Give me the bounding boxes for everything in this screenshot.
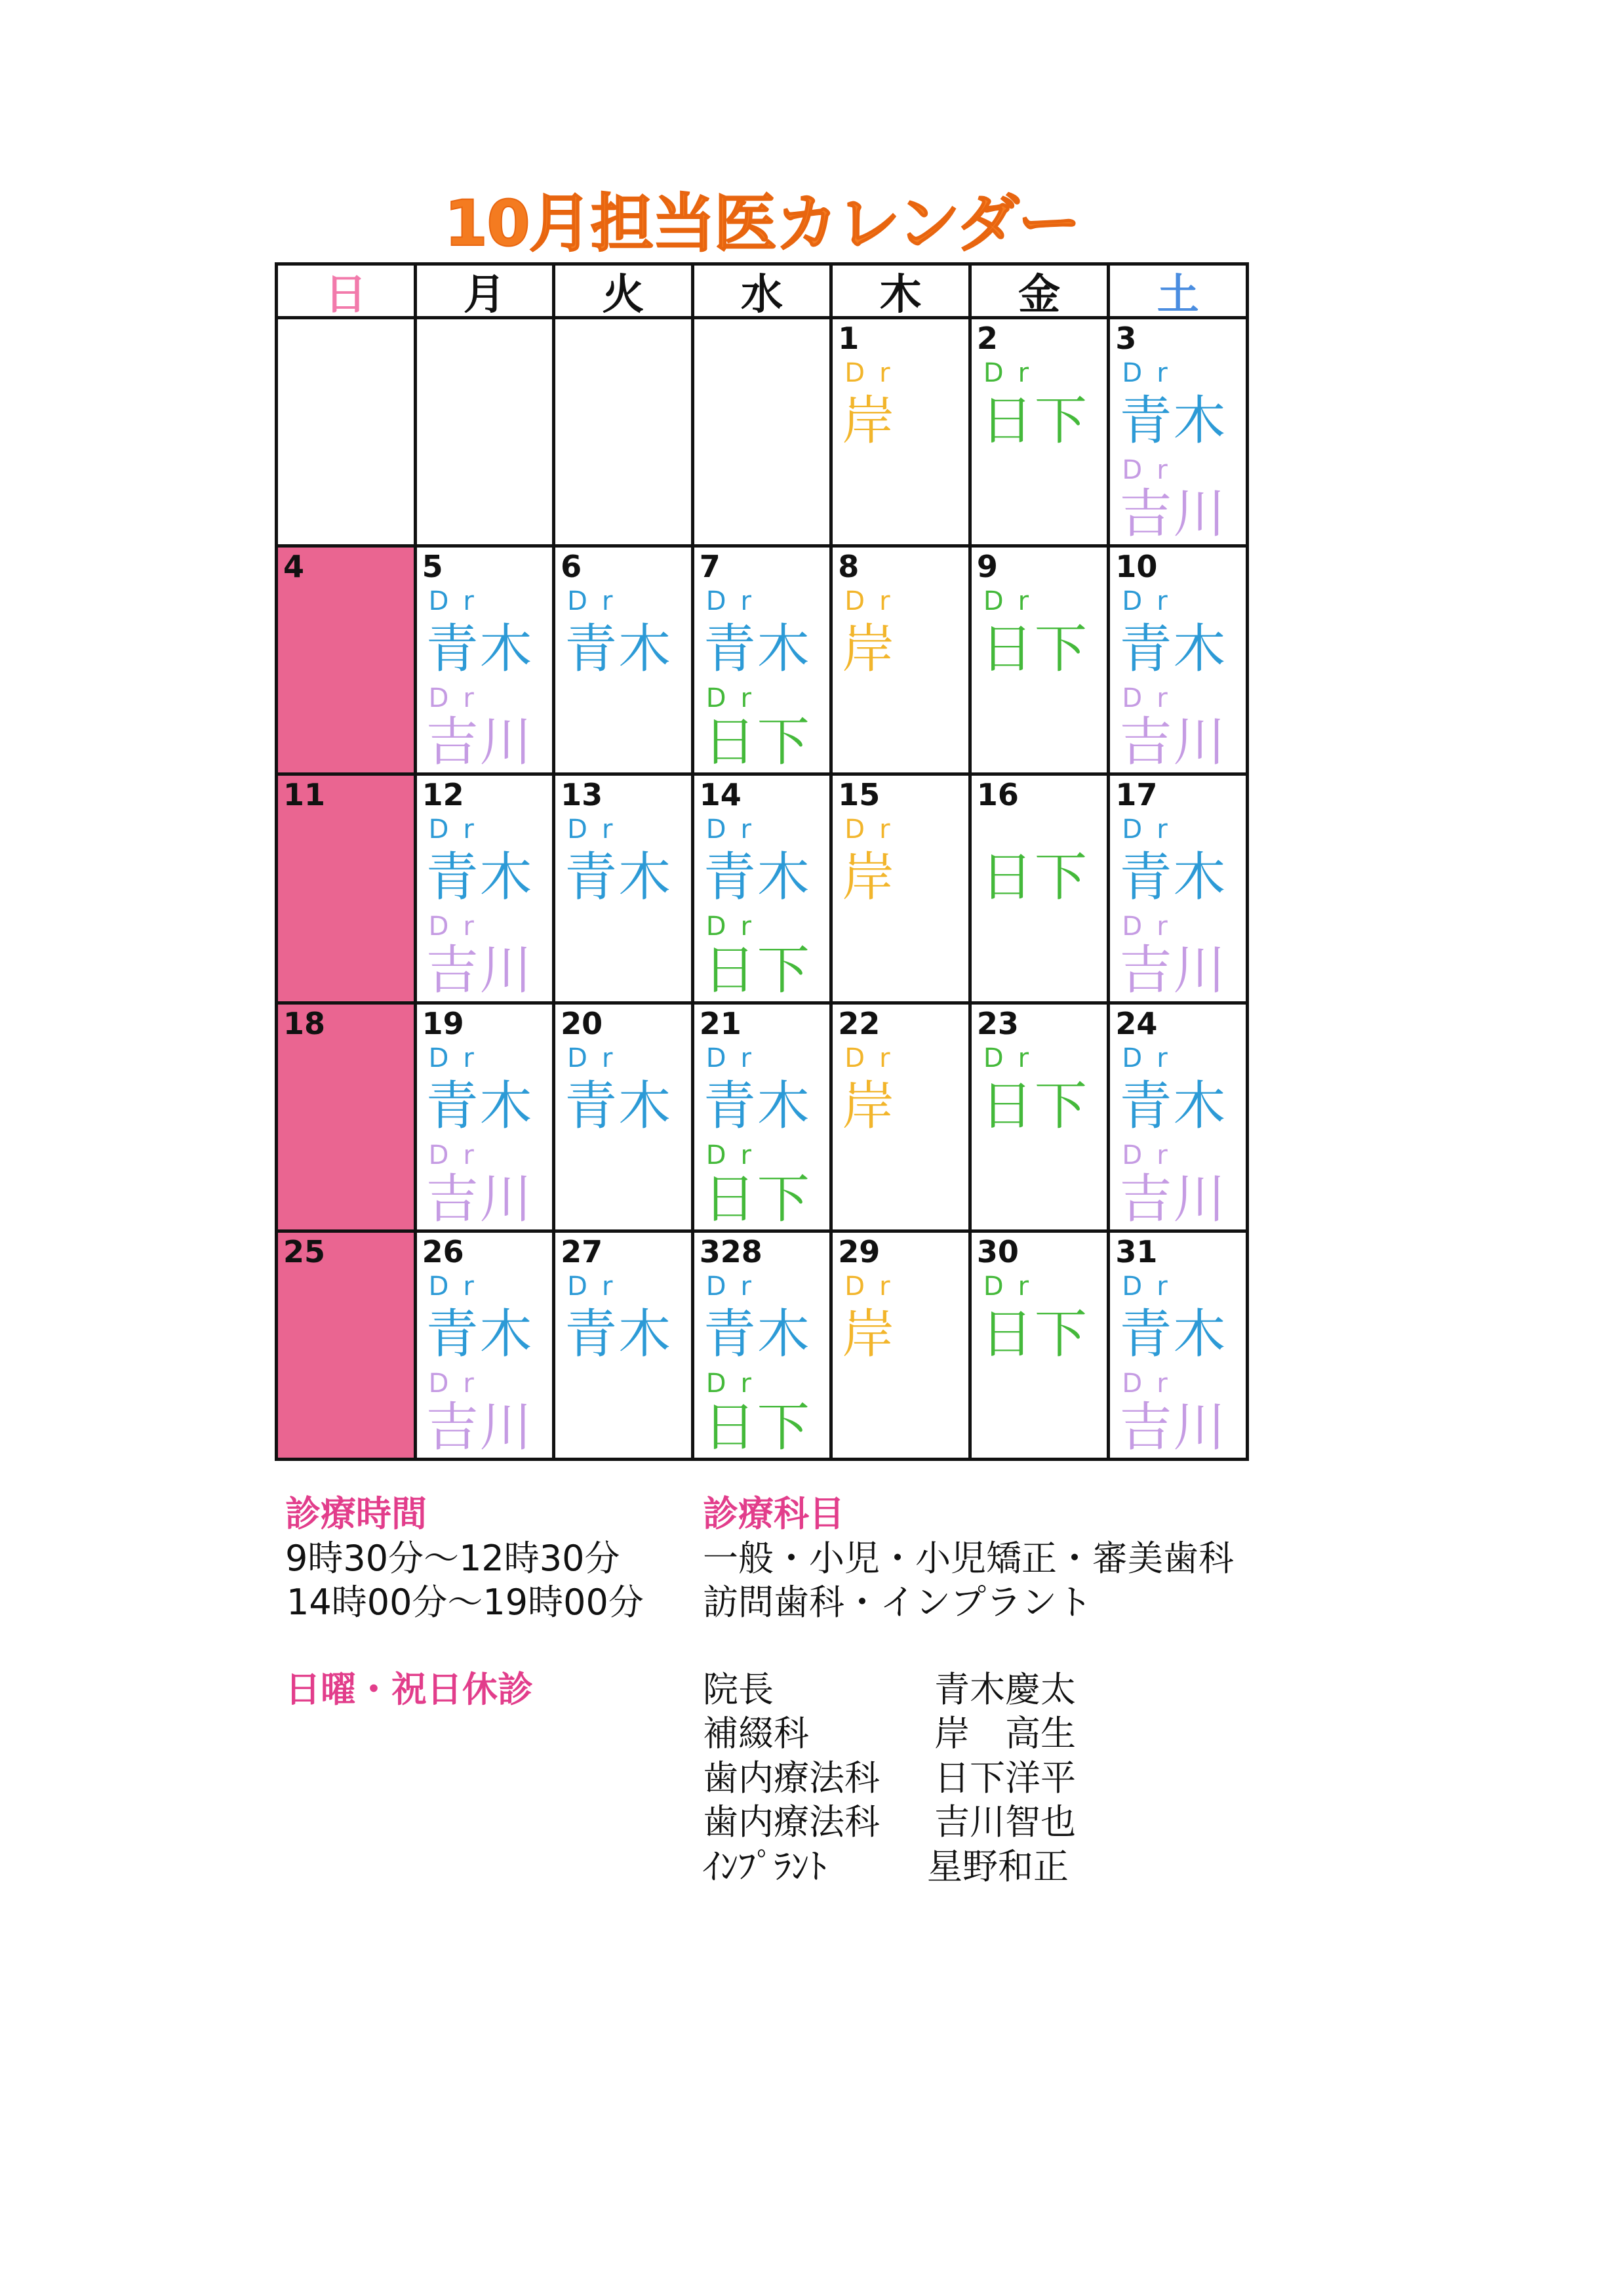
doctor-label: Dr <box>705 1140 766 1170</box>
weekday-header-5: 金 <box>972 266 1111 319</box>
doctor-label: Dr <box>844 358 905 388</box>
weekday-header-0: 日 <box>278 266 417 319</box>
day-number: 2 <box>976 321 998 356</box>
doctor-label: Dr <box>1122 586 1182 617</box>
staff-role-prosthodontics: 補綴科 <box>703 1713 809 1754</box>
day-number: 6 <box>561 549 582 585</box>
staff-role-endodontics-2: 歯内療法科 <box>703 1801 880 1843</box>
doctor-label: Dr <box>1122 683 1182 714</box>
day-number: 19 <box>422 1005 464 1041</box>
doctor-label: Dr <box>567 814 627 845</box>
doctor-label: Dr <box>1122 911 1182 942</box>
doctor-label: Dr <box>1122 1140 1182 1170</box>
doctor-label: Dr <box>1122 455 1182 485</box>
doctor-label: Dr <box>983 358 1044 388</box>
doctor-name: 青木 <box>703 847 811 908</box>
day-number: 15 <box>838 777 881 813</box>
doctor-name: 青木 <box>1119 618 1227 680</box>
day-cell-24 <box>1110 1005 1249 1233</box>
doctor-label: Dr <box>428 1043 488 1073</box>
day-number: 13 <box>561 777 603 813</box>
doctor-label: Dr <box>1122 1043 1182 1073</box>
doctor-label: Dr <box>428 1271 488 1302</box>
day-cell-29 <box>833 1233 972 1461</box>
day-cell-25 <box>278 1233 417 1461</box>
day-cell-20 <box>555 1005 694 1233</box>
doctor-name: 吉川 <box>1119 940 1227 1001</box>
departments-line-1: 一般・小児・小児矯正・審美歯科 <box>703 1538 1234 1579</box>
day-cell-21 <box>694 1005 833 1233</box>
doctor-name: 吉川 <box>426 1396 534 1458</box>
doctor-label: Dr <box>567 1043 627 1073</box>
day-cell-30 <box>972 1233 1111 1461</box>
day-cell-empty <box>555 319 694 548</box>
doctor-label: Dr <box>983 1043 1044 1073</box>
doctor-name: 青木 <box>1119 1303 1227 1365</box>
day-number: 5 <box>422 549 443 585</box>
doctor-name: 岸 <box>842 847 896 908</box>
day-cell-1 <box>833 319 972 548</box>
doctor-label: Dr <box>844 1271 905 1302</box>
doctor-name: 岸 <box>842 1075 896 1136</box>
day-number: 22 <box>838 1005 881 1041</box>
day-cell-empty <box>694 319 833 548</box>
day-cell-27 <box>555 1233 694 1461</box>
doctor-name: 青木 <box>1119 390 1227 451</box>
doctor-label: Dr <box>428 586 488 617</box>
weekday-header-1: 月 <box>417 266 556 319</box>
doctor-label: Dr <box>705 814 766 845</box>
day-cell-5 <box>417 548 556 776</box>
staff-role-endodontics-1: 歯内療法科 <box>703 1757 880 1799</box>
doctor-label: Dr <box>567 586 627 617</box>
day-number: 25 <box>283 1233 326 1269</box>
day-number: 17 <box>1115 777 1158 813</box>
day-number: 1 <box>838 321 860 356</box>
departments-line-2: 訪問歯科・インプラント <box>703 1582 1092 1623</box>
doctor-label: Dr <box>428 814 488 845</box>
doctor-name: 吉川 <box>426 711 534 773</box>
day-number: 31 <box>1115 1233 1158 1269</box>
day-cell-17 <box>1110 776 1249 1004</box>
day-number: 8 <box>838 549 860 585</box>
weekday-header-4: 木 <box>833 266 972 319</box>
day-cell-31 <box>1110 1233 1249 1461</box>
day-number: 27 <box>561 1233 603 1269</box>
day-cell-4 <box>278 548 417 776</box>
doctor-name: 吉川 <box>426 940 534 1001</box>
day-number: 7 <box>699 549 721 585</box>
day-cell-23 <box>972 1005 1111 1233</box>
day-cell-15 <box>833 776 972 1004</box>
doctor-name: 日下 <box>703 711 811 773</box>
weekday-header-3: 水 <box>694 266 833 319</box>
doctor-name: 岸 <box>842 1303 896 1365</box>
day-number: 10 <box>1115 549 1158 585</box>
staff-role-implant: ｲﾝﾌﾟﾗﾝﾄ <box>703 1846 827 1887</box>
doctor-label: Dr <box>705 911 766 942</box>
day-number: 20 <box>561 1005 603 1041</box>
day-number: 14 <box>699 777 742 813</box>
doctor-name: 吉川 <box>1119 1396 1227 1458</box>
day-number: 4 <box>283 549 305 585</box>
doctor-name: 青木 <box>564 847 673 908</box>
day-cell-empty <box>278 319 417 548</box>
doctor-name: 吉川 <box>1119 483 1227 544</box>
staff-name-implant: 星野和正 <box>927 1846 1069 1887</box>
doctor-label: Dr <box>705 1271 766 1302</box>
day-cell-8 <box>833 548 972 776</box>
doctor-name: 青木 <box>564 1303 673 1365</box>
doctor-name: 吉川 <box>426 1168 534 1229</box>
hours-heading: 診療時間 <box>285 1493 427 1534</box>
day-cell-13 <box>555 776 694 1004</box>
doctor-name: 青木 <box>426 1075 534 1136</box>
day-cell-7 <box>694 548 833 776</box>
day-number: 3 <box>1115 321 1137 356</box>
doctor-name: 吉川 <box>1119 1168 1227 1229</box>
doctor-label: Dr <box>1122 358 1182 388</box>
doctor-name: 日下 <box>980 618 1088 680</box>
day-cell-9 <box>972 548 1111 776</box>
doctor-label: Dr <box>705 1368 766 1399</box>
doctor-label: Dr <box>428 683 488 714</box>
day-cell-10 <box>1110 548 1249 776</box>
doctor-name: 青木 <box>1119 1075 1227 1136</box>
doctor-label: Dr <box>1122 1368 1182 1399</box>
day-number: 11 <box>283 777 326 813</box>
day-cell-3 <box>1110 319 1249 548</box>
doctor-name: 青木 <box>703 1075 811 1136</box>
day-cell-19 <box>417 1005 556 1233</box>
day-number: 18 <box>283 1005 326 1041</box>
doctor-label: Dr <box>705 683 766 714</box>
doctor-name: 青木 <box>703 618 811 680</box>
staff-name-endodontics-1: 日下洋平 <box>934 1757 1076 1799</box>
doctor-name: 青木 <box>1119 847 1227 908</box>
doctor-label: Dr <box>983 586 1044 617</box>
doctor-name: 青木 <box>426 1303 534 1365</box>
staff-name-prosthodontics: 岸 高生 <box>934 1713 1076 1754</box>
day-number: 24 <box>1115 1005 1158 1041</box>
day-number: 30 <box>976 1233 1019 1269</box>
doctor-name: 青木 <box>426 847 534 908</box>
calendar-title: 10月担当医カレンダー <box>444 187 1080 260</box>
doctor-name: 日下 <box>980 1075 1088 1136</box>
doctor-label: Dr <box>428 1368 488 1399</box>
day-number: 16 <box>976 777 1019 813</box>
hours-morning: 9時30分～12時30分 <box>285 1538 620 1579</box>
day-cell-6 <box>555 548 694 776</box>
doctor-label: Dr <box>844 586 905 617</box>
doctor-label: Dr <box>1122 1271 1182 1302</box>
day-number: 328 <box>699 1233 762 1269</box>
day-number: 12 <box>422 777 464 813</box>
doctor-label: Dr <box>705 1043 766 1073</box>
day-cell-12 <box>417 776 556 1004</box>
doctor-name: 吉川 <box>1119 711 1227 773</box>
doctor-label: Dr <box>844 1043 905 1073</box>
doctor-name: 青木 <box>564 618 673 680</box>
staff-role-director: 院長 <box>703 1669 774 1710</box>
weekday-header-6: 土 <box>1110 266 1249 319</box>
doctor-name: 日下 <box>703 1168 811 1229</box>
closed-notice: 日曜・祝日休診 <box>285 1669 533 1710</box>
doctor-name: 日下 <box>980 847 1088 908</box>
day-cell-2 <box>972 319 1111 548</box>
day-number: 26 <box>422 1233 464 1269</box>
doctor-name: 日下 <box>980 390 1088 451</box>
doctor-name: 日下 <box>703 940 811 1001</box>
doctor-label: Dr <box>567 1271 627 1302</box>
doctor-name: 青木 <box>703 1303 811 1365</box>
doctor-name: 青木 <box>426 618 534 680</box>
staff-name-director: 青木慶太 <box>934 1669 1076 1710</box>
day-number: 23 <box>976 1005 1019 1041</box>
day-number: 21 <box>699 1005 742 1041</box>
doctor-label: Dr <box>1122 814 1182 845</box>
doctor-label: Dr <box>705 586 766 617</box>
doctor-label: Dr <box>983 1271 1044 1302</box>
staff-name-endodontics-2: 吉川智也 <box>934 1801 1076 1843</box>
doctor-name: 日下 <box>703 1396 811 1458</box>
doctor-label: Dr <box>428 911 488 942</box>
day-cell-empty <box>417 319 556 548</box>
doctor-name: 岸 <box>842 618 896 680</box>
day-number: 9 <box>976 549 998 585</box>
doctor-name: 青木 <box>564 1075 673 1136</box>
doctor-name: 日下 <box>980 1303 1088 1365</box>
doctor-label: Dr <box>844 814 905 845</box>
doctor-name: 岸 <box>842 390 896 451</box>
day-cell-16 <box>972 776 1111 1004</box>
hours-afternoon: 14時00分～19時00分 <box>287 1582 644 1623</box>
doctor-calendar-grid <box>275 262 1249 1461</box>
doctor-label: Dr <box>428 1140 488 1170</box>
day-cell-18 <box>278 1005 417 1233</box>
departments-heading: 診療科目 <box>703 1493 844 1534</box>
day-cell-26 <box>417 1233 556 1461</box>
day-cell-14 <box>694 776 833 1004</box>
day-number: 29 <box>838 1233 881 1269</box>
weekday-header-2: 火 <box>555 266 694 319</box>
day-cell-328 <box>694 1233 833 1461</box>
day-cell-22 <box>833 1005 972 1233</box>
day-cell-11 <box>278 776 417 1004</box>
